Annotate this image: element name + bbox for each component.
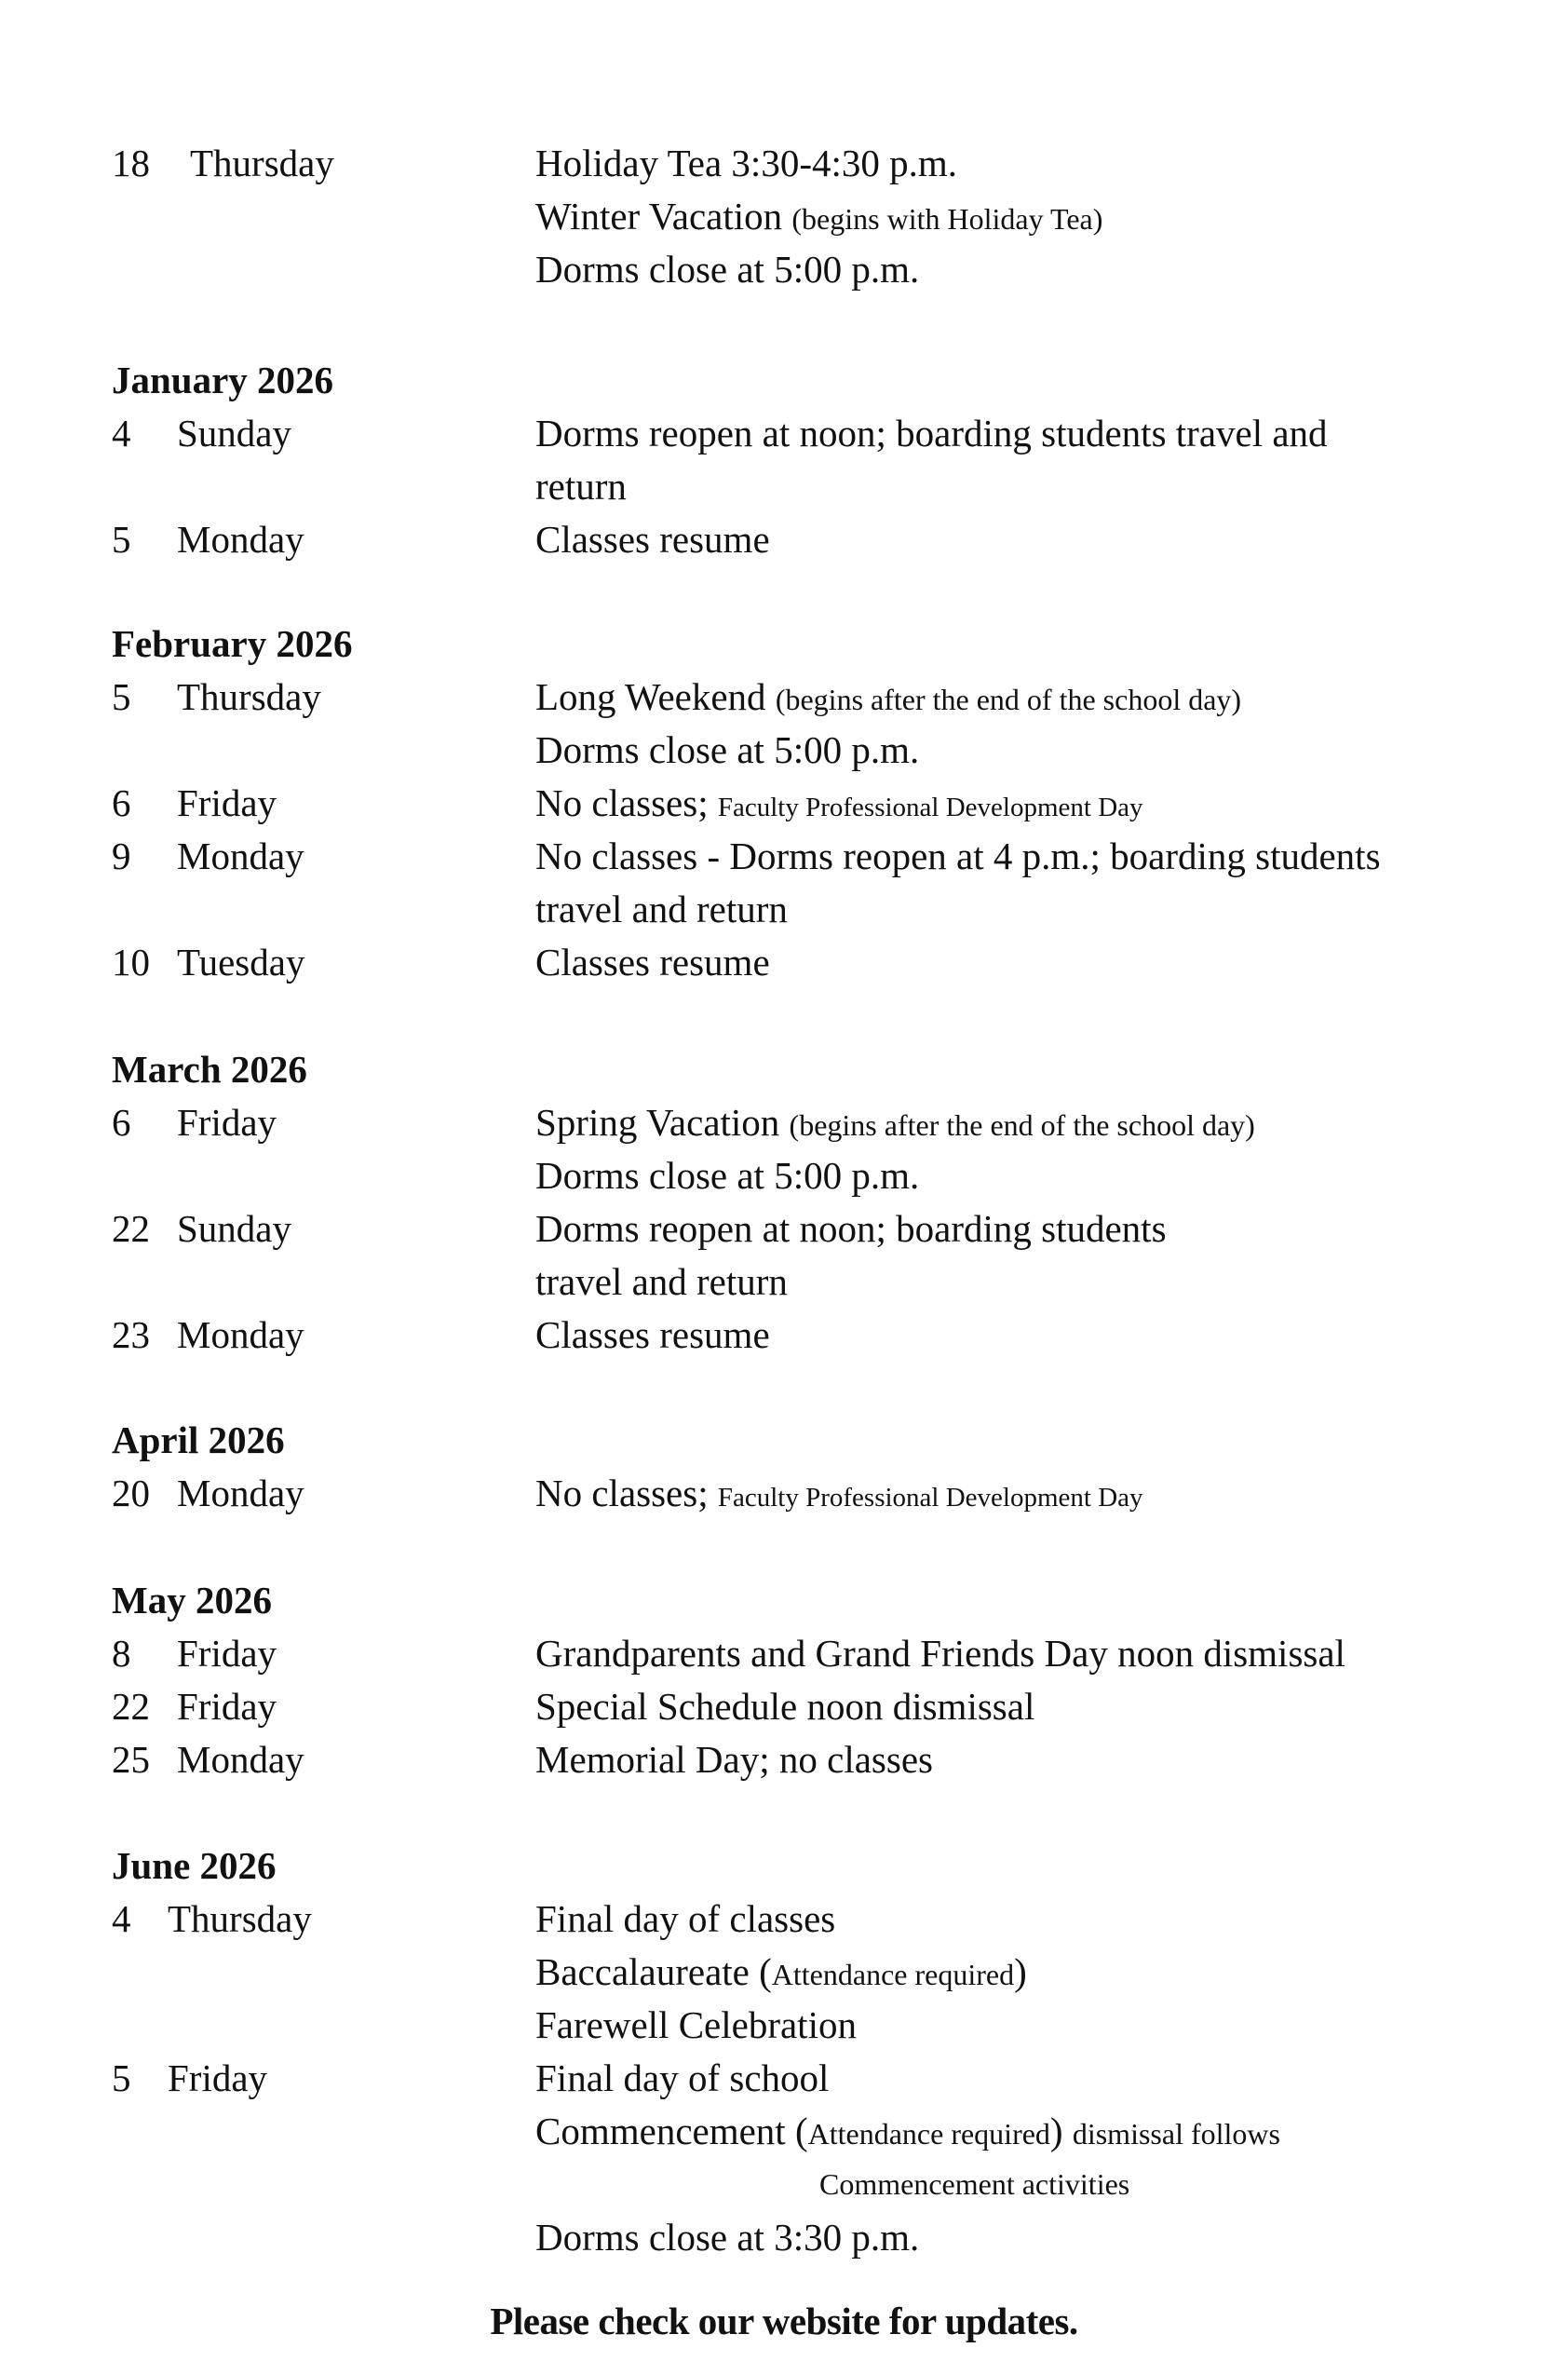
event-text: No classes; [535, 1472, 718, 1514]
weekday: Monday [177, 518, 304, 561]
day-number: 4 [112, 1897, 131, 1940]
weekday: Friday [177, 1632, 277, 1675]
event-description [535, 407, 1328, 460]
entry-date [112, 1309, 304, 1362]
entry-date [112, 1733, 304, 1786]
entry-date [112, 671, 321, 724]
event-description [535, 1467, 1143, 1525]
event-text: Commencement ( [535, 2110, 808, 2152]
event-description [535, 2052, 829, 2105]
weekday: Monday [177, 835, 304, 877]
event-text: Attendance required [807, 2117, 1050, 2151]
event-description [535, 1733, 933, 1786]
day-number: 20 [112, 1472, 150, 1514]
event-text: Dorms close at 3:30 p.m. [535, 2216, 920, 2259]
weekday: Thursday [177, 675, 321, 718]
calendar-entry [112, 1309, 1508, 1362]
event-description [535, 830, 1381, 883]
event-text: travel and return [535, 888, 788, 930]
event-text: No classes - Dorms reopen at 4 p.m.; boarding students [535, 835, 1381, 877]
day-number: 5 [112, 675, 131, 718]
event-text: Classes resume [535, 941, 770, 984]
weekday: Friday [177, 1101, 277, 1144]
calendar-entry [112, 1893, 1508, 1946]
event-description [535, 1946, 1027, 2002]
calendar-entry-continuation [112, 724, 1508, 777]
weekday: Thursday [168, 1897, 312, 1940]
calendar-entry [112, 936, 1508, 989]
event-text: Commencement activities [819, 2167, 1130, 2201]
event-text: Memorial Day; no classes [535, 1738, 933, 1781]
event-description [535, 1999, 857, 2052]
event-description [535, 513, 770, 566]
event-text: Final day of classes [535, 1897, 836, 1940]
day-number: 4 [112, 412, 131, 455]
entry-date [112, 777, 277, 830]
day-number: 22 [112, 1207, 150, 1250]
event-text: Baccalaureate ( [535, 1950, 772, 1993]
entry-date [112, 407, 291, 460]
event-description [535, 724, 919, 777]
event-text: travel and return [535, 1260, 788, 1303]
day-number: 5 [112, 518, 131, 561]
event-text: Classes resume [535, 1313, 770, 1356]
day-number: 23 [112, 1313, 150, 1356]
entry-date [112, 1680, 277, 1733]
event-description [535, 460, 627, 513]
event-text: Winter Vacation [535, 195, 792, 238]
event-description [535, 1680, 1034, 1733]
calendar-entry [112, 671, 1508, 724]
entry-date [112, 936, 305, 989]
weekday: Monday [177, 1313, 304, 1356]
event-text: Dorms close at 5:00 p.m. [535, 1154, 920, 1197]
event-text: ) [1049, 2110, 1073, 2152]
calendar-entry-continuation [112, 2158, 1508, 2211]
day-number: 9 [112, 835, 131, 877]
event-text: Dorms reopen at noon; boarding students [535, 1207, 1167, 1250]
day-number: 6 [112, 1101, 131, 1144]
weekday: Thursday [190, 142, 334, 184]
calendar-entry [112, 1680, 1508, 1733]
entry-date [112, 1467, 304, 1520]
month-section [112, 1414, 1508, 1520]
event-text: (begins after the end of the school day) [775, 683, 1242, 716]
calendar-entry-continuation [112, 1149, 1508, 1202]
event-description [535, 1096, 1255, 1152]
weekday: Monday [177, 1472, 304, 1514]
event-description [535, 2211, 919, 2264]
day-number: 22 [112, 1685, 150, 1728]
event-description [535, 1309, 770, 1362]
event-text: (begins after the end of the school day) [789, 1108, 1255, 1142]
month-heading: January 2026 [112, 359, 334, 401]
event-text: Faculty Professional Development Day [717, 1483, 1143, 1513]
calendar-entry-continuation [112, 460, 1508, 513]
event-text: Dorms close at 5:00 p.m. [535, 248, 920, 291]
month-section [112, 1574, 1508, 1786]
event-description [535, 671, 1241, 726]
event-description [535, 190, 1102, 246]
calendar-entry-continuation [112, 190, 1508, 243]
weekday: Friday [177, 1685, 277, 1728]
entry-date [112, 2052, 268, 2105]
month-heading: March 2026 [112, 1048, 307, 1091]
event-text: Classes resume [535, 518, 770, 561]
calendar-entry-continuation [112, 1255, 1508, 1309]
event-text: return [535, 465, 627, 508]
event-text: Grandparents and Grand Friends Day noon dismissal [535, 1632, 1345, 1675]
entry-date [112, 137, 334, 190]
calendar-entry [112, 407, 1508, 460]
calendar-entry [112, 2052, 1508, 2105]
month-heading: June 2026 [112, 1844, 277, 1887]
event-text: Spring Vacation [535, 1101, 790, 1144]
event-text: Farewell Celebration [535, 2003, 857, 2046]
event-text: Final day of school [535, 2056, 830, 2099]
day-number: 18 [112, 142, 150, 184]
event-text: Dorms close at 5:00 p.m. [535, 728, 920, 771]
calendar-entry [112, 1733, 1508, 1786]
entry-date [112, 830, 304, 883]
calendar-entry [112, 1467, 1508, 1520]
event-text: Special Schedule noon dismissal [535, 1685, 1035, 1728]
event-text: Dorms reopen at noon; boarding students travel and [535, 412, 1328, 455]
calendar-entry [112, 830, 1508, 883]
calendar-entry-continuation [112, 1999, 1508, 2052]
weekday: Friday [177, 781, 277, 824]
weekday: Monday [177, 1738, 304, 1781]
month-section [112, 1839, 1508, 2264]
calendar-entry-continuation [112, 243, 1508, 296]
month-heading: April 2026 [112, 1418, 285, 1461]
calendar-entry [112, 137, 1508, 190]
month-section [112, 618, 1508, 989]
calendar-entry [112, 1202, 1508, 1255]
event-description [535, 137, 957, 190]
entry-date [112, 1096, 277, 1149]
weekday: Tuesday [177, 941, 305, 984]
event-description [535, 1202, 1167, 1255]
event-text: No classes; [535, 781, 718, 824]
event-description [535, 883, 788, 936]
event-description [535, 1149, 919, 1202]
event-text: ) [1014, 1950, 1027, 1993]
calendar-entry [112, 1627, 1508, 1680]
month-section [112, 354, 1508, 566]
event-text: (begins with Holiday Tea) [791, 202, 1103, 236]
day-number: 25 [112, 1738, 150, 1781]
calendar-entry-continuation [112, 883, 1508, 936]
day-number: 5 [112, 2056, 131, 2099]
entry-date [112, 1202, 291, 1255]
event-description [535, 2105, 1280, 2161]
event-text: Faculty Professional Development Day [717, 793, 1143, 822]
event-description [535, 777, 1143, 835]
calendar-entry-continuation [112, 1946, 1508, 1999]
day-number: 8 [112, 1632, 131, 1675]
entry-date [112, 1627, 277, 1680]
day-number: 6 [112, 781, 131, 824]
event-description [535, 936, 770, 989]
month-section [112, 1043, 1508, 1362]
event-description [535, 243, 919, 296]
entry-date [112, 1893, 312, 1946]
event-text: Attendance required [771, 1958, 1015, 1991]
calendar-entry-continuation [112, 2105, 1508, 2158]
month-section [112, 137, 1508, 296]
entry-date [112, 513, 304, 566]
weekday: Sunday [177, 412, 291, 455]
weekday: Friday [168, 2056, 268, 2099]
weekday: Sunday [177, 1207, 291, 1250]
day-number: 10 [112, 941, 150, 984]
footer-note: Please check our website for updates. [490, 2300, 1078, 2342]
event-description [535, 1893, 835, 1946]
event-text: Long Weekend [535, 675, 776, 718]
calendar-entry-continuation [112, 2211, 1508, 2264]
calendar-entry [112, 513, 1508, 566]
event-description [535, 1255, 788, 1309]
month-heading: May 2026 [112, 1579, 272, 1622]
event-description [535, 1627, 1345, 1680]
event-text: Holiday Tea 3:30-4:30 p.m. [535, 142, 958, 184]
calendar-entry [112, 1096, 1508, 1149]
event-text: dismissal follows [1072, 2117, 1280, 2151]
month-heading: February 2026 [112, 622, 353, 665]
calendar-entry [112, 777, 1508, 830]
